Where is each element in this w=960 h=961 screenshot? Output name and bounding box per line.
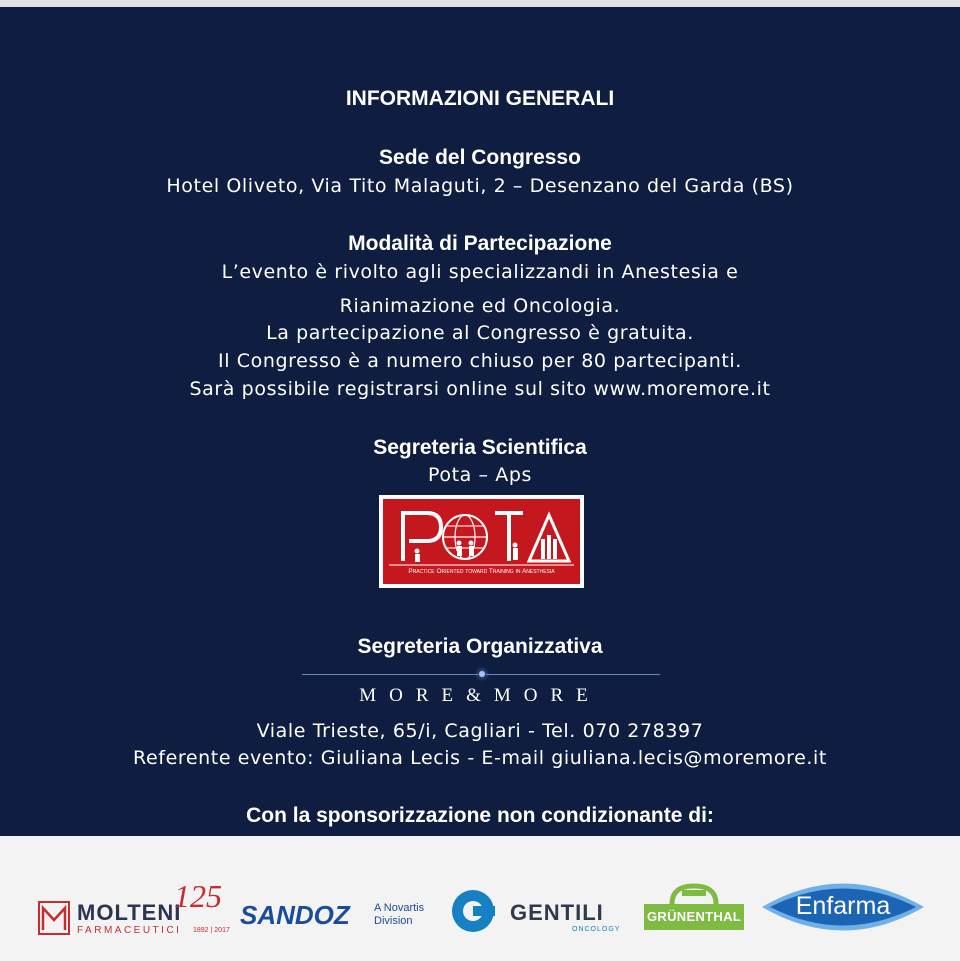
divider-right [486,674,660,675]
divider-dot [479,671,485,677]
gentili-mark-icon [450,888,496,934]
enfarma-name: Enfarma [795,892,891,920]
gentili-logo [450,888,630,938]
grunenthal-logo [642,880,746,936]
modalita-line: La partecipazione al Congresso è gratuita. [266,322,694,344]
molteni-mark-icon [37,900,71,936]
grunenthal-name: GRÜNENTHAL [647,909,741,924]
pota-tagline: Practice Oriented toward Training in Anesthesia [408,568,555,575]
molteni-years: 1892 | 2017 [193,927,230,934]
gentili-name: GENTILI [510,900,604,925]
scientifica-title: Segreteria Scientifica [373,436,587,459]
modalita-title: Modalità di Partecipazione [348,232,612,255]
modalita-line: Rianimazione ed Oncologia. [339,295,621,317]
modalita-line: L’evento è rivolto agli specializzandi in Anestesia e [221,261,739,283]
sede-title: Sede del Congresso [379,146,581,169]
molteni-logo [37,880,237,940]
organizzativa-contact: Referente evento: Giuliana Lecis - E-mail giuliana.lecis@moremore.it [133,747,827,769]
organizzativa-title: Segreteria Organizzativa [357,635,603,658]
grunenthal-mark-icon [642,880,746,936]
moremore-logo: MORE&MORE [359,685,601,706]
sandoz-logo [240,900,440,934]
divider-left [302,674,478,675]
sandoz-name: SANDOZ [240,900,350,930]
modalita-line: Il Congresso è a numero chiuso per 80 partecipanti. [218,350,742,372]
sandoz-tag2: Division [374,915,413,927]
top-strip [0,0,960,7]
modalita-line: Sarà possibile registrarsi online sul sito www.moremore.it [189,378,771,400]
sandoz-tag1: A Novartis [374,902,425,914]
molteni-name: MOLTENI [77,900,182,925]
sponsor-bar [0,836,960,961]
molteni-sub: FARMACEUTICI [77,925,182,936]
organizzativa-address: Viale Trieste, 65/i, Cagliari - Tel. 070 278397 [256,720,704,742]
enfarma-logo [760,872,926,942]
info-panel [0,7,960,836]
sponsor-heading: Con la sponsorizzazione non condizionante di: [246,804,714,827]
page-title: INFORMAZIONI GENERALI [345,87,615,110]
pota-logo [379,495,584,588]
sede-address: Hotel Oliveto, Via Tito Malaguti, 2 – Desenzano del Garda (BS) [166,175,794,197]
molteni-anniversary: 125 [174,878,222,914]
gentili-sub: ONCOLOGY [572,926,621,933]
scientifica-name: Pota – Aps [427,464,533,486]
